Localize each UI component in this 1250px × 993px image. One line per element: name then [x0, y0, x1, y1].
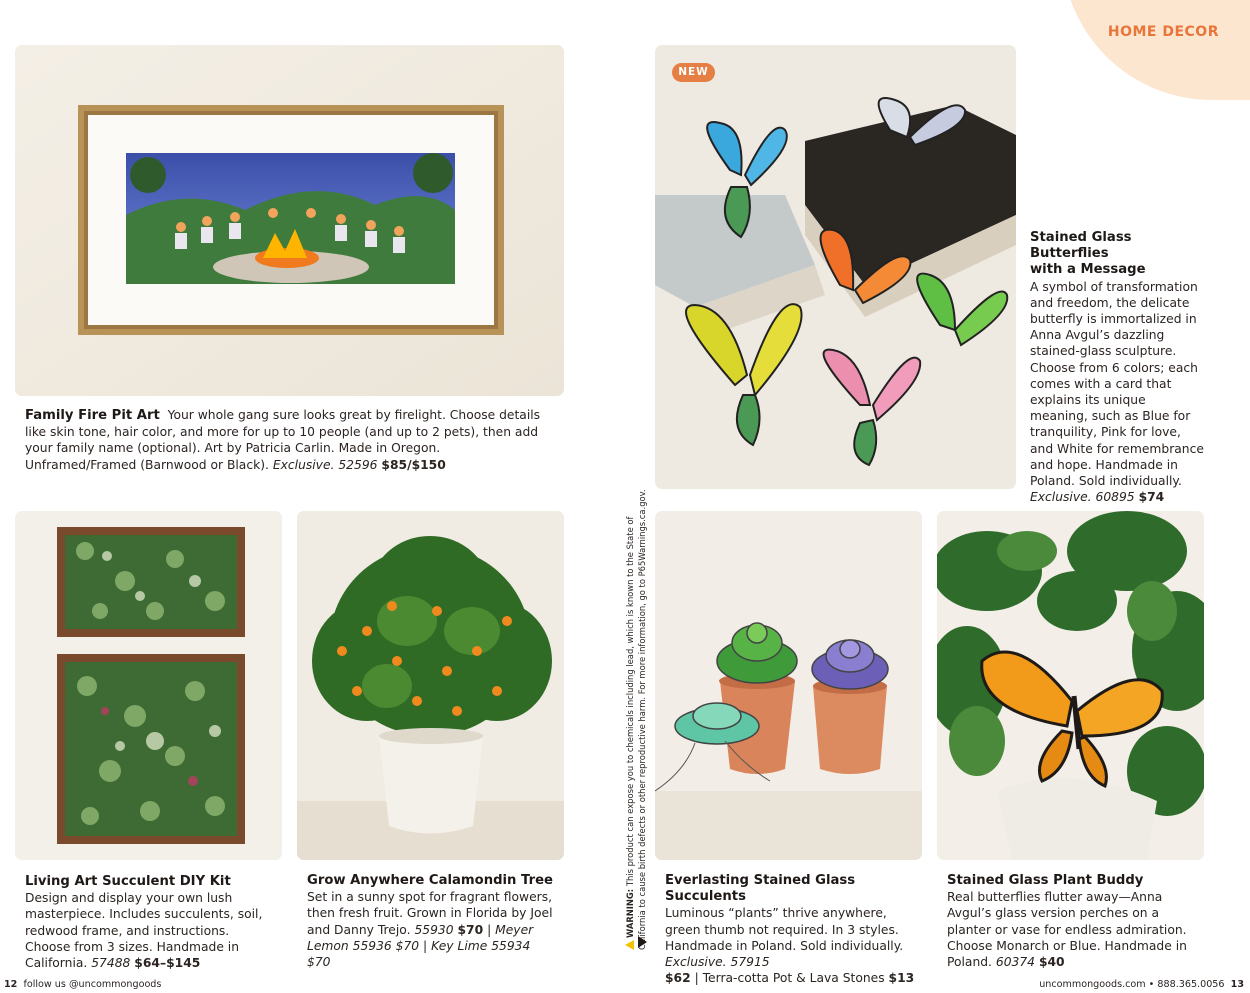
glass-succulents-addon-label: Terra-cotta Pot & Lava Stones	[702, 971, 885, 986]
fire-pit-art-title: Family Fire Pit Art	[25, 408, 160, 423]
play-arrow-icon	[638, 936, 647, 948]
calamondin-alt-key-lime: Key Lime 55934 $70	[307, 938, 531, 970]
warning-triangle-icon	[625, 940, 634, 950]
website-phone-link[interactable]: uncommongoods.com • 888.365.0056	[1039, 979, 1225, 990]
succulent-kit-caption	[25, 873, 265, 971]
glass-succulents-photo	[655, 511, 922, 860]
footer-left	[4, 979, 161, 990]
plant-buddy-caption	[947, 873, 1197, 970]
butterflies-code: 60895	[1095, 490, 1135, 505]
prop65-warning-text	[624, 488, 648, 950]
succulent-kit-price: $64–$145	[134, 956, 201, 971]
butterflies-exclusive: Exclusive.	[1030, 490, 1092, 505]
section-label: HOME DECOR	[1107, 24, 1219, 40]
calamondin-code: 55930	[414, 922, 454, 937]
butterflies-price: $74	[1138, 490, 1165, 505]
right-page-number: 13	[1230, 979, 1244, 990]
plant-buddy-description: Real butterflies flutter away—Anna Avgul’s glass version perches on a planter or vase for endless admiration. Choose Monarch or Blue. Handmade in Poland.	[947, 890, 1187, 970]
butterflies-caption	[1030, 230, 1205, 505]
fire-pit-art-code: 52596	[338, 457, 378, 472]
plant-buddy-title: Stained Glass Plant Buddy	[947, 873, 1144, 888]
butterflies-title-line1: Stained Glass Butterflies	[1030, 230, 1132, 262]
calamondin-description: Set in a sunny spot for fragrant flowers, then fresh fruit. Grown in Florida by Joel and Danny Trejo.	[307, 890, 553, 937]
fire-pit-art-exclusive: Exclusive.	[272, 457, 335, 472]
succulent-kit-title: Living Art Succulent DIY Kit	[25, 874, 231, 889]
warning-line2: California to cause birth defects or other reproductive harm. For more information, go to P65Warnings.ca.gov.	[637, 489, 647, 950]
social-handle-link[interactable]: follow us @uncommongoods	[23, 979, 162, 990]
glass-succulents-title: Everlasting Stained Glass Succulents	[665, 873, 856, 905]
glass-succulents-addon-price: $13	[888, 971, 915, 986]
warning-line1: This product can expose you to chemicals including lead, which is known to the State of	[625, 516, 635, 887]
calamondin-alt-meyer-lemon: Meyer Lemon 55936 $70	[307, 922, 534, 953]
calamondin-photo	[297, 511, 564, 860]
calamondin-price: $70	[457, 922, 484, 937]
calamondin-title: Grow Anywhere Calamondin Tree	[307, 873, 553, 888]
plant-buddy-photo	[937, 511, 1204, 860]
fire-pit-art-caption	[25, 407, 553, 473]
calamondin-caption: Grow Anywhere Calamondin Tree Set in a sunny spot for fragrant flowers, then fresh fruit. Grown in Florida by Joel and Danny Trejo. 55930 $70 | Meyer Lemon 55936 $70 | Key Lime 55934 $70	[307, 873, 557, 970]
new-badge: NEW	[672, 63, 715, 82]
glass-succulents-description: Luminous “plants” thrive anywhere, green thumb not required. In 3 styles. Handmade in Poland. Sold individually.	[665, 906, 904, 953]
butterflies-description: A symbol of transformation and freedom, the delicate butterfly is immortalized in Anna Avgul’s dazzling stained-glass sculpture. Choose from 6 colors; each comes with a card that explains its unique meaning, such as Blue for tranquility, Pink for love, and White for remembrance and hope. Handmade in Poland. Sold individually.	[1030, 279, 1204, 489]
glass-succulents-exclusive: Exclusive.	[665, 955, 727, 970]
glass-succulents-code: 57915	[730, 955, 770, 970]
left-page-number: 12	[4, 979, 18, 990]
footer-right	[1039, 979, 1244, 990]
warning-label: WARNING:	[625, 888, 635, 938]
fire-pit-art-price: $85/$150	[381, 457, 446, 472]
plant-buddy-code: 60374	[995, 955, 1036, 970]
fire-pit-art-photo	[15, 45, 564, 396]
corner-tab	[1062, 0, 1250, 100]
fire-pit-art-description: Your whole gang sure looks great by firelight. Choose details like skin tone, hair color, and more for up to 10 people (and up to 2 pets), then add your family name (optional). Art by Patricia Carlin. Made in Oregon. Unframed/Framed (Barnwood or Black).	[25, 408, 541, 472]
succulent-kit-description: Design and display your own lush masterpiece. Includes succulents, soil, redwood frame, and instructions. Choose from 3 sizes. Handmade in California.	[25, 891, 263, 971]
glass-succulents-caption: Everlasting Stained Glass Succulents Luminous “plants” thrive anywhere, green thumb not required. In 3 styles. Handmade in Poland. Sold individually. Exclusive. 57915 $62 | Terra-cotta Pot & Lava Stones $13	[665, 873, 920, 986]
prop65-warning	[616, 488, 656, 950]
succulent-kit-code: 57488	[91, 956, 131, 971]
succulent-kit-photo	[15, 511, 282, 860]
glass-succulents-price: $62	[665, 971, 691, 986]
butterflies-title-line2: with a Message	[1030, 262, 1146, 278]
plant-buddy-price: $40	[1038, 955, 1065, 970]
butterflies-photo	[655, 45, 1016, 489]
